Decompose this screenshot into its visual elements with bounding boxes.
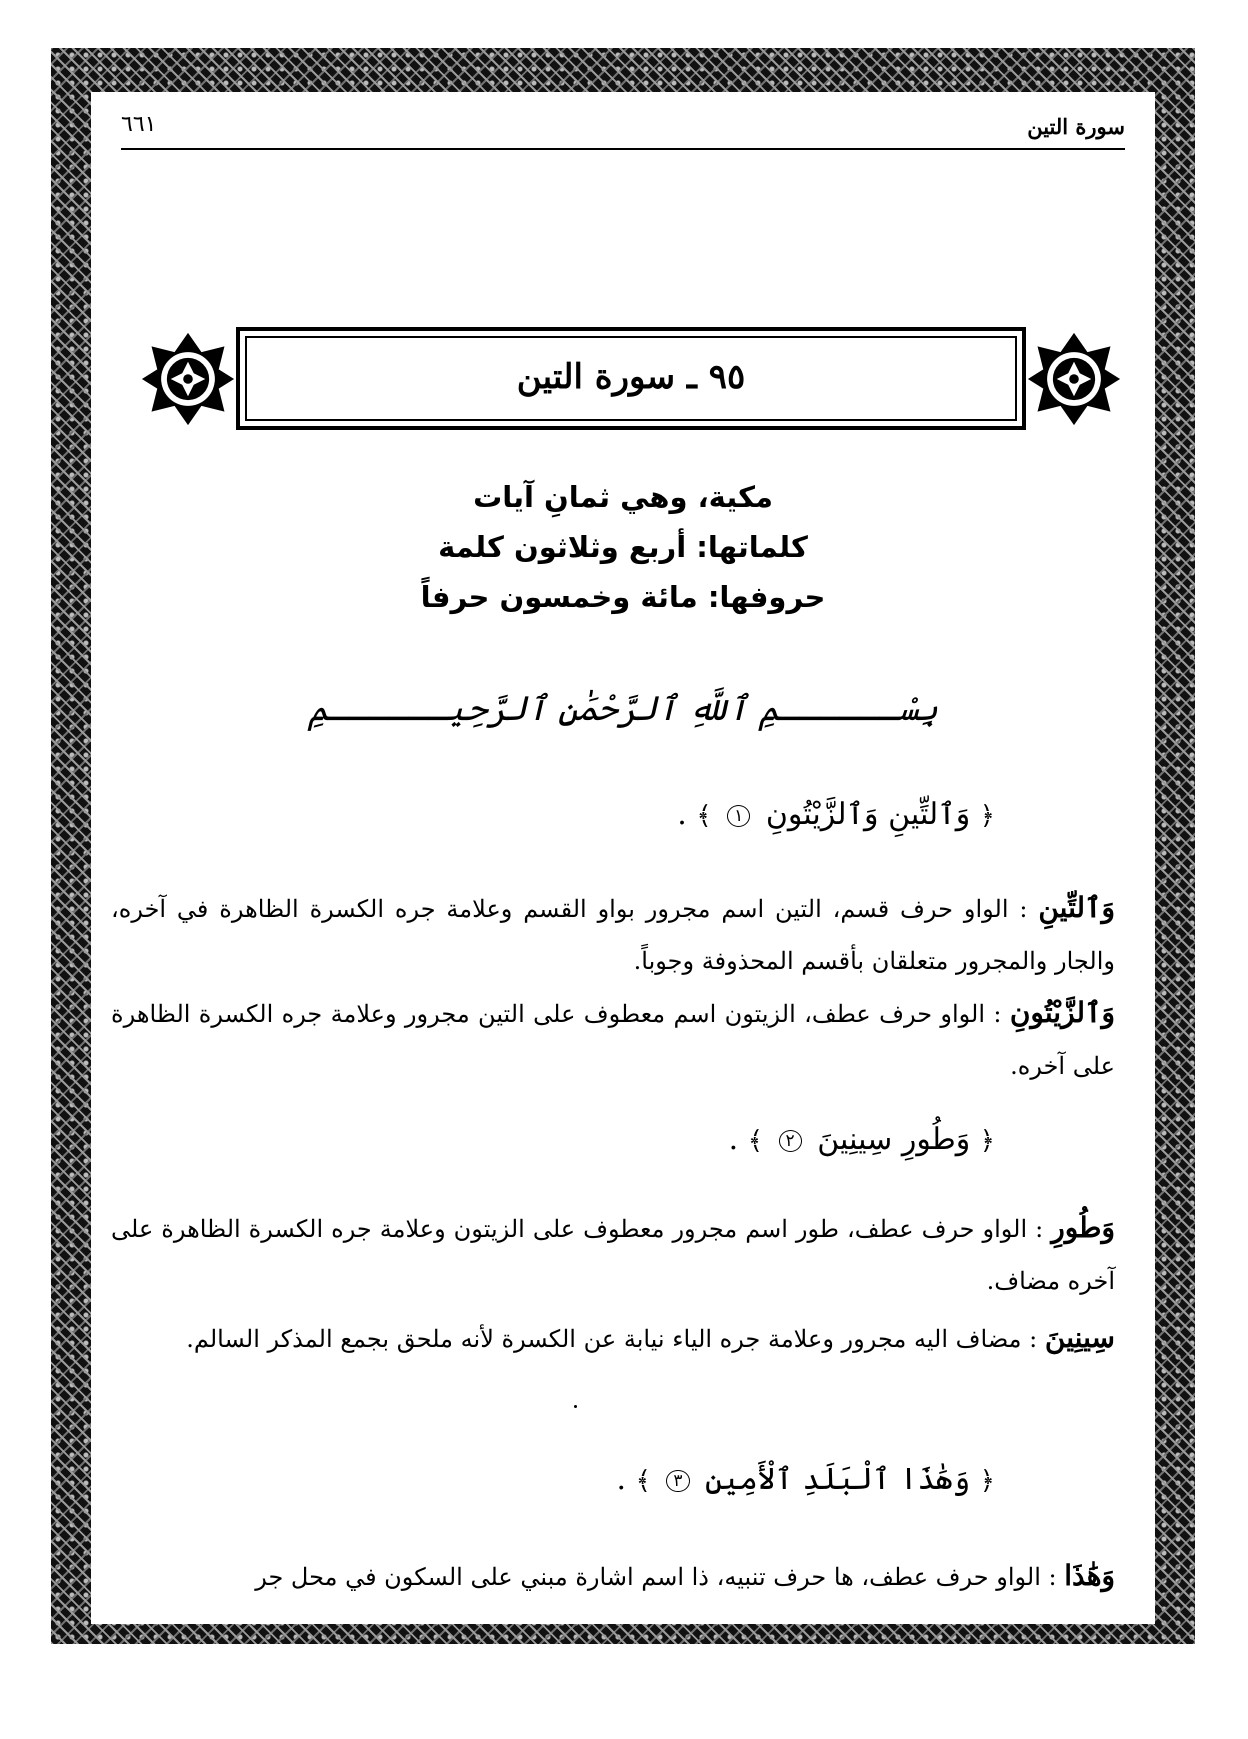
verse-text: وَطُورِ سِينِينَ [817, 1122, 971, 1157]
paragraph-text: : الواو حرف عطف، طور اسم مجرور معطوف على الزيتون وعلامة جره الكسرة الظاهرة على آخره مضاف. [111, 1215, 1115, 1295]
parsed-term: سِينِينَ [1044, 1321, 1115, 1354]
verse-close-bracket: ﴾ [747, 1126, 763, 1156]
explanation-paragraph [111, 987, 1115, 1092]
verse-close-bracket: ﴾ [635, 1466, 651, 1496]
parsed-term: وَٱلتِّينِ [1038, 891, 1115, 924]
verse-end-mark: . [616, 1462, 627, 1497]
parsed-term: وَٱلزَّيْتُونِ [1009, 996, 1115, 1029]
paragraph-text: : الواو حرف عطف، الزيتون اسم معطوف على التين مجرور وعلامة جره الكسرة الظاهرة على آخره. [111, 1000, 1115, 1080]
paragraph-text: : الواو حرف عطف، ها حرف تنبيه، ذا اسم اشارة مبني على السكون في محل جر [255, 1563, 1057, 1591]
explanation-paragraph [111, 1202, 1115, 1307]
verse-open-bracket: ﴿ [979, 801, 995, 831]
header-surah-name: سورة التين [1027, 114, 1125, 139]
explanation-paragraph [111, 882, 1115, 987]
ornament-medallion-icon [1026, 331, 1122, 427]
verse-end-mark: . [728, 1122, 739, 1157]
verse-text: وَهَٰذَا ٱلْبَلَدِ ٱلْأَمِينِ [705, 1462, 971, 1497]
verse-text: وَٱلتِّينِ وَٱلزَّيْتُونِ [765, 797, 971, 832]
parsed-term: وَطُورِ [1051, 1211, 1115, 1244]
ayah-number: ٢ [779, 1130, 802, 1152]
page [91, 92, 1155, 1624]
surah-title-banner [136, 327, 1126, 430]
verse-line [616, 1462, 995, 1497]
bismillah: بِسْــــــمِ ٱللَّهِ ٱلرَّحْمَٰنِ ٱلرَّحِيــــــمِ [307, 689, 939, 729]
paragraph-text: : مضاف اليه مجرور وعلامة جره الياء نيابة عن الكسرة لأنه ملحق بجمع المذكر السالم. [186, 1325, 1038, 1353]
paragraph-text: : الواو حرف قسم، التين اسم مجرور بواو القسم وعلامة جره الكسرة الظاهرة في آخره، والجار والمجرور متعلقان بأقسم المحذوفة وجوباً. [111, 895, 1115, 975]
parsed-term: وَهَٰذَا [1064, 1559, 1115, 1592]
explanation-paragraph [111, 1550, 1115, 1603]
stray-dot [574, 1405, 577, 1408]
running-header [121, 112, 1125, 150]
surah-title: ٩٥ ـ سورة التين [516, 357, 746, 397]
verse-close-bracket: ﴾ [696, 801, 712, 831]
word-count-line: كلماتها: أربع وثلاثون كلمة [438, 530, 808, 564]
verse-line [729, 1122, 995, 1157]
explanation-paragraph [111, 1312, 1115, 1365]
verse-line [677, 797, 995, 832]
surah-info-line: مكية، وهي ثمانِ آيات [473, 480, 773, 514]
verse-end-mark: . [677, 797, 687, 832]
letter-count-line: حروفها: مائة وخمسون حرفاً [420, 580, 826, 614]
ayah-number: ٣ [666, 1470, 689, 1492]
ayah-number: ١ [727, 805, 750, 827]
page-number: ٦٦١ [121, 112, 157, 137]
verse-open-bracket: ﴿ [979, 1126, 995, 1156]
verse-open-bracket: ﴿ [979, 1466, 995, 1496]
